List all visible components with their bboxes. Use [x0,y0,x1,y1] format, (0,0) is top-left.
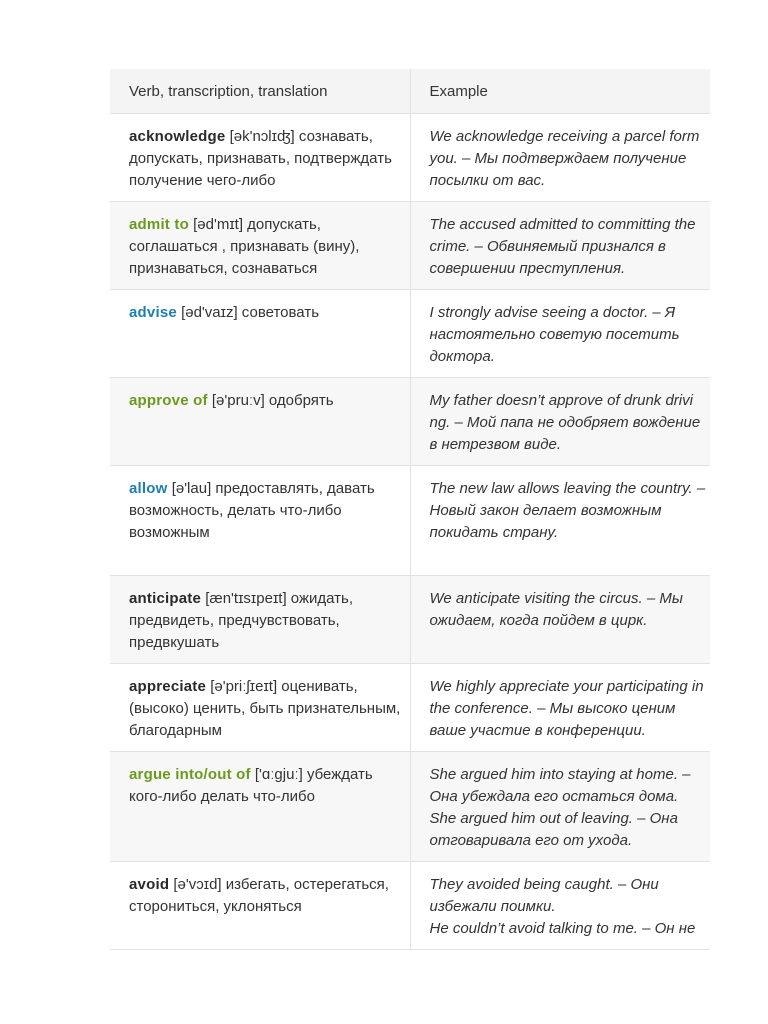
table-row [110,466,710,576]
example-text: I strongly advise seeing a doctor. – Я настоятельно советую посетить доктора. [429,304,680,365]
table-row [110,114,710,202]
example-cell [410,202,710,290]
vocabulary-table [110,69,710,950]
verb-cell [110,378,410,466]
verb-cell [110,862,410,950]
verb-term: approve of [129,392,208,409]
example-text: The new law allows leaving the country. – Новый закон делает возможным покидать страну. [429,480,706,541]
example-text: They avoided being caught. – Они избежали поимки. [429,876,659,915]
example-cell [410,862,710,950]
verb-definition: [əd'vaɪz] советовать [181,304,320,321]
table-body [110,114,710,950]
verb-definition: [ək'nɔlɪʤ] сознавать, допускать, признавать, подтверждать получение чего-либо [129,128,392,189]
example-text: We acknowledge receiving a parcel form you. – Мы подтверждаем получение посылки от вас. [429,128,700,189]
example-cell [410,752,710,862]
table-row [110,752,710,862]
example-text-2: He couldn’t avoid talking to me. – Он не [429,920,696,937]
verb-term: avoid [129,876,170,893]
verb-definition: [ə'priːʃɪeɪt] оценивать, (высоко) ценить, быть признательным, благодарным [129,678,401,739]
verb-term: anticipate [129,590,202,607]
example-text: We anticipate visiting the circus. – Мы ожидаем, когда пойдем в цирк. [429,590,683,629]
example-text-2: She argued him out of leaving. – Она отговаривала его от ухода. [429,810,678,849]
table-row [110,576,710,664]
column-header-example: Example [410,69,710,114]
verb-cell [110,752,410,862]
example-text: The accused admitted to committing the crime. – Обвиняемый признался в совершении преступления. [429,216,696,277]
verb-term: appreciate [129,678,207,695]
verb-definition: [ə'vɔɪd] избегать, остерегаться, сторониться, уклоняться [129,876,389,915]
example-cell [410,466,710,576]
verb-definition: ['ɑːgjuː] убеждать кого-либо делать что-либо [129,766,373,805]
verb-cell [110,202,410,290]
verb-cell [110,466,410,576]
table-row [110,290,710,378]
verb-definition: [ə'pruːv] одобрять [211,392,334,409]
verb-term: advise [129,304,177,321]
table-row [110,862,710,950]
example-cell [410,114,710,202]
example-text: We highly appreciate your participating in the conference. – Мы высоко ценим ваше участие в конференции. [429,678,704,739]
example-cell [410,290,710,378]
table-row [110,664,710,752]
verb-cell [110,664,410,752]
example-cell [410,576,710,664]
verb-term: argue into/out of [129,766,251,783]
verb-cell [110,114,410,202]
table-header-row [110,69,710,114]
verb-definition: [ə'lau] предоставлять, давать возможность, делать что-либо возможным [129,480,375,541]
verb-term: acknowledge [129,128,226,145]
verb-term: admit to [129,216,189,233]
example-cell [410,378,710,466]
verb-cell [110,576,410,664]
verb-cell [110,290,410,378]
table-row [110,202,710,290]
verb-definition: [æn'tɪsɪpeɪt] ожидать, предвидеть, предчувствовать, предвкушать [129,590,353,651]
column-header-verb: Verb, transcription, translation [110,69,410,114]
example-text: She argued him into staying at home. – Она убеждала его остаться дома. [429,766,691,805]
example-text: My father doesn’t approve of drunk drivi ng. – Мой папа не одобряет вождение в нетрезвом виде. [429,392,701,453]
example-cell [410,664,710,752]
table-row [110,378,710,466]
verb-definition: [əd'mɪt] допускать, соглашаться , признавать (вину), признаваться, сознаваться [129,216,360,277]
verb-term: allow [129,480,168,497]
